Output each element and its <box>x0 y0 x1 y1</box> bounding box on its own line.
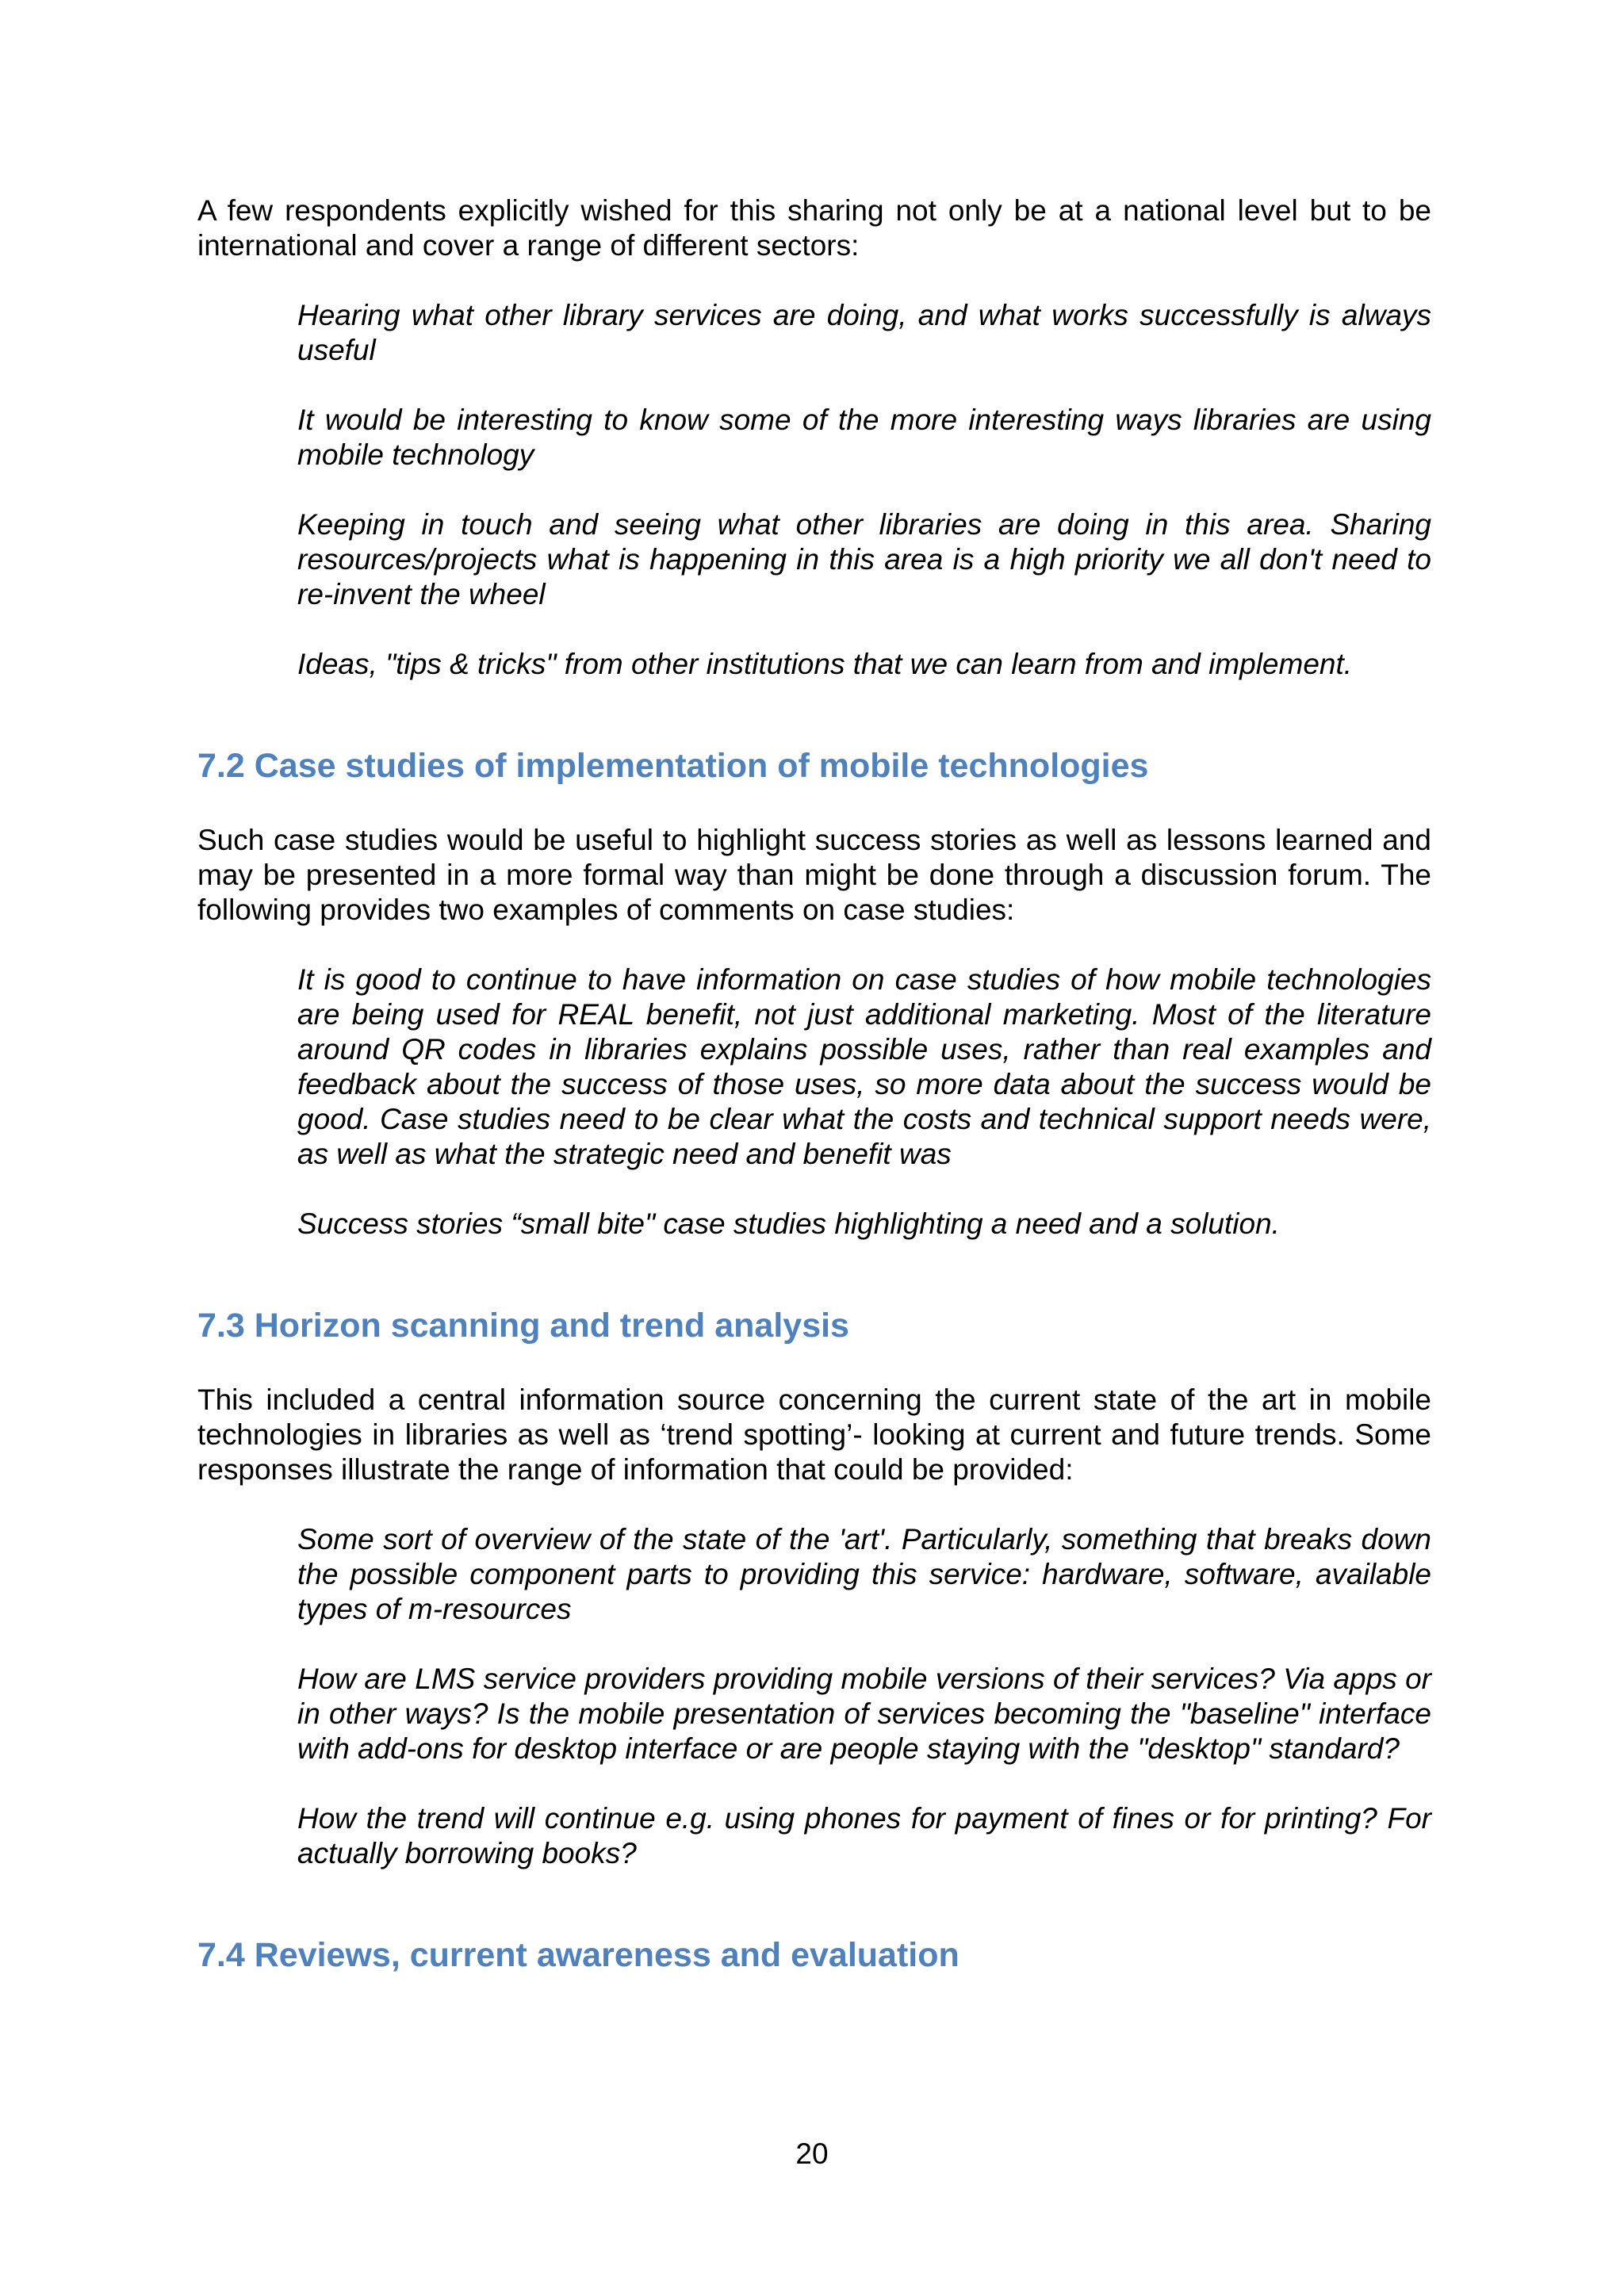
quote-2: It would be interesting to know some of the more interesting ways libraries are using mobile technology <box>297 404 1431 471</box>
quote-4: Ideas, "tips & tricks" from other institutions that we can learn from and implement. <box>297 648 1353 680</box>
section-heading-7-2: 7.2 Case studies of implementation of mobile technologies <box>197 747 1149 785</box>
intro-paragraph: A few respondents explicitly wished for this sharing not only be at a national level but to be international and cover a range of different sectors: <box>197 194 1431 262</box>
quote-5: It is good to continue to have information on case studies of how mobile technologies are being used for REAL benefit, not just additional marketing. Most of the literature around QR codes in libraries explains possible uses, rather than real examples and feedback about the success of those uses, so more data about the success would be good. Case studies need to be clear what the costs and technical support needs were, as well as what the strategic need and benefit was <box>297 963 1431 1170</box>
quote-3: Keeping in touch and seeing what other libraries are doing in this area. Sharing resources/projects what is happening in this area is a high priority we all don't need to re-invent the wheel <box>297 508 1431 610</box>
quote-6: Success stories “small bite" case studies highlighting a need and a solution. <box>297 1207 1280 1240</box>
quote-8: How are LMS service providers providing mobile versions of their services? Via apps or in other ways? Is the mobile presentation of services becoming the "baseline" interface with add-ons for desktop interface or are people staying with the "desktop" standard? <box>297 1663 1431 1765</box>
quote-7: Some sort of overview of the state of the 'art'. Particularly, something that breaks down the possible component parts to providing this service: hardware, software, available types of m-resources <box>297 1523 1431 1625</box>
section-7-3-paragraph: This included a central information source concerning the current state of the art in mobile technologies in libraries as well as ‘trend spotting’- looking at current and future trends. Some responses illustrate the range of information that could be provided: <box>197 1383 1431 1486</box>
section-heading-7-3: 7.3 Horizon scanning and trend analysis <box>197 1307 849 1345</box>
section-heading-7-4: 7.4 Reviews, current awareness and evaluation <box>197 1936 959 1974</box>
quote-9: How the trend will continue e.g. using phones for payment of fines or for printing? For actually borrowing books? <box>297 1802 1431 1869</box>
section-7-2-paragraph: Such case studies would be useful to highlight success stories as well as lessons learned and may be presented in a more formal way than might be done through a discussion forum. The following provides two examples of comments on case studies: <box>197 824 1431 926</box>
document-page <box>197 193 1431 1976</box>
quote-1: Hearing what other library services are doing, and what works successfully is always useful <box>297 299 1431 366</box>
page-number: 20 <box>795 2137 829 2170</box>
